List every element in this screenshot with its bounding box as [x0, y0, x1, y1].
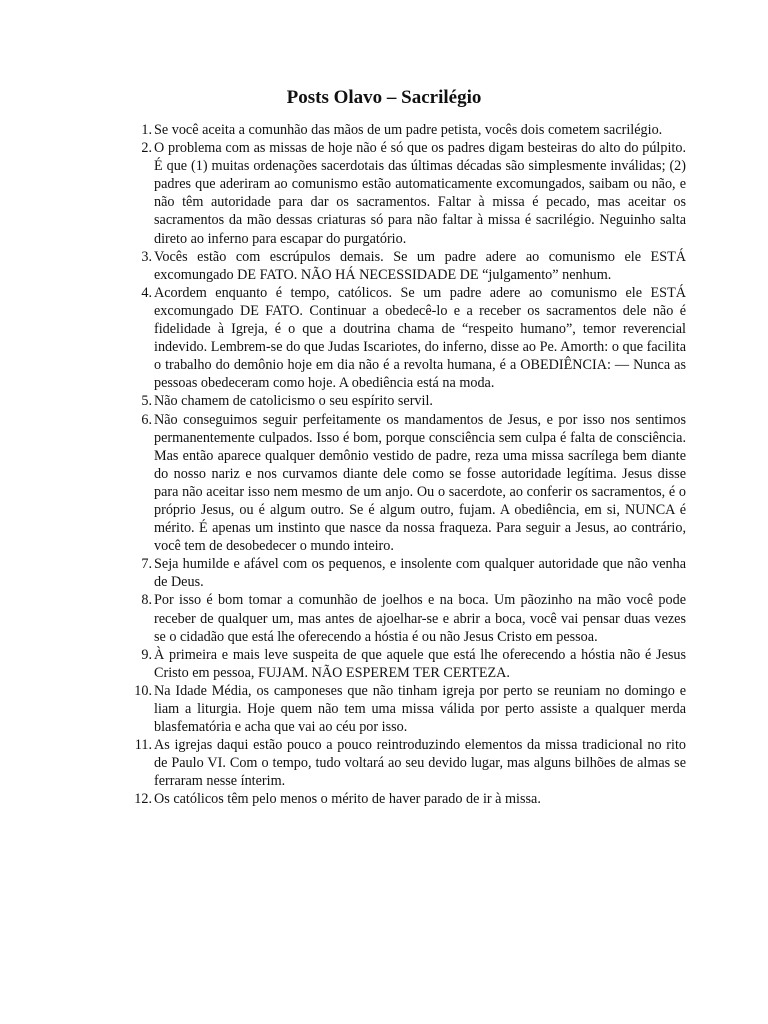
list-item-number: 8.: [141, 592, 152, 609]
list-item-text: Seja humilde e afável com os pequenos, e insolente com qualquer autoridade que não venha de Deus.: [154, 556, 686, 591]
list-item-text: Não chamem de catolicismo o seu espírito servil.: [154, 393, 433, 410]
list-item-text: O problema com as missas de hoje não é só que os padres digam besteiras do alto do púlpito. É que (1) muitas ordenações sacerdotais das últimas décadas são simplesmente inválidas; (2) padres que aderiram ao comunismo estão automaticamente excomungados, saibam ou não, e não têm autoridade para dar os sacramentos. Faltar à missa é pecado, mas aceitar os sacramentos da mão dessas criaturas só para não faltar à missa é sacrilégio. Neguinho salta direto ao inferno para escapar do purgatório.: [154, 140, 686, 247]
list-item-number: 1.: [141, 122, 152, 138]
list-item: [134, 555, 686, 591]
list-item-number: 7.: [141, 556, 152, 573]
list-item-number: 11.: [134, 737, 152, 754]
list-item: [134, 411, 686, 556]
list-item: [134, 392, 686, 410]
document-title: Posts Olavo – Sacrilégio: [286, 87, 482, 108]
list-item: [134, 139, 686, 248]
list-item: [134, 591, 686, 645]
list-item-number: 5.: [141, 393, 152, 410]
list-item: [134, 248, 686, 284]
list-item: [134, 646, 686, 682]
list-item: [134, 790, 686, 808]
list-item-number: 9.: [141, 646, 152, 663]
list-item-number: 12.: [134, 791, 152, 808]
list-item-number: 3.: [141, 248, 152, 265]
list-item-text: As igrejas daqui estão pouco a pouco reintroduzindo elementos da missa tradicional no rito de Paulo VI. Com o tempo, tudo voltará ao seu devido lugar, mas alguns bilhões de almas se ferraram nesse ínterim.: [154, 737, 686, 790]
list-item-text: Vocês estão com escrúpulos demais. Se um padre adere ao comunismo ele ESTÁ excomungado DE FATO. NÃO HÁ NECESSIDADE DE “julgamento” nenhum.: [154, 248, 686, 283]
list-item: [134, 121, 686, 139]
list-item-number: 6.: [141, 411, 152, 428]
list-item-text: Acordem enquanto é tempo, católicos. Se um padre adere ao comunismo ele ESTÁ excomungado DE FATO. Continuar a obedecê-lo e a receber os sacramentos dele não é fidelidade à Igreja, é o que a doutrina chama de “respeito humano”, temor reverencial indevido. Lembrem-se do que Judas Iscariotes, do inferno, disse ao Pe. Amorth: o que facilita o trabalho do demônio hoje em dia não é a revolta humana, é a OBEDIÊNCIA: — Nunca as pessoas obedeceram como hoje. A obediência está na moda.: [154, 284, 686, 392]
list-item-text: Os católicos têm pelo menos o mérito de haver parado de ir à missa.: [154, 791, 541, 808]
list-item-number: 2.: [141, 140, 152, 157]
list-item-number: 10.: [134, 682, 152, 699]
list-item: [134, 284, 686, 393]
list-item-text: Por isso é bom tomar a comunhão de joelhos e na boca. Um pãozinho na mão você pode receber de qualquer um, mas antes de ajoelhar-se e abrir a boca, você vai pensar duas vezes se o cidadão que está lhe oferecendo a hóstia é ou não Jesus Cristo em pessoa.: [154, 592, 686, 645]
list-item-text: Não conseguimos seguir perfeitamente os mandamentos de Jesus, e por isso nos sentimos permanentemente culpados. Isso é bom, porque consciência sem culpa é falta de consciência. Mas então aparece qualquer demônio vestido de padre, reza uma missa sacrílega bem diante do nosso nariz e nos curvamos diante dele como se fosse autoridade legítima. Jesus disse para não aceitar isso nem mesmo de um anjo. Ou o sacerdote, ao conferir os sacramentos, é o próprio Jesus, ou é algum outro. Se é algum outro, fujam. A obediência, em si, NUNCA é mérito. É apenas um instinto que nasce da nossa fraqueza. Para seguir a Jesus, ao contrário, você tem de desobedecer o mundo inteiro.: [154, 411, 686, 555]
list-item-number: 4.: [141, 284, 152, 301]
numbered-list: [134, 121, 686, 809]
list-item-text: Se você aceita a comunhão das mãos de um padre petista, vocês dois cometem sacrilégio.: [154, 122, 663, 138]
list-item: [134, 736, 686, 790]
list-item: [134, 682, 686, 736]
list-item-text: À primeira e mais leve suspeita de que aquele que está lhe oferecendo a hóstia não é Jesus Cristo em pessoa, FUJAM. NÃO ESPEREM TER CERTEZA.: [154, 646, 686, 681]
list-item-text: Na Idade Média, os camponeses que não tinham igreja por perto se reuniam no domingo e liam a liturgia. Hoje quem não tem uma missa válida por perto assiste a qualquer merda blasfematória e acha que vai ao céu por isso.: [154, 682, 686, 736]
